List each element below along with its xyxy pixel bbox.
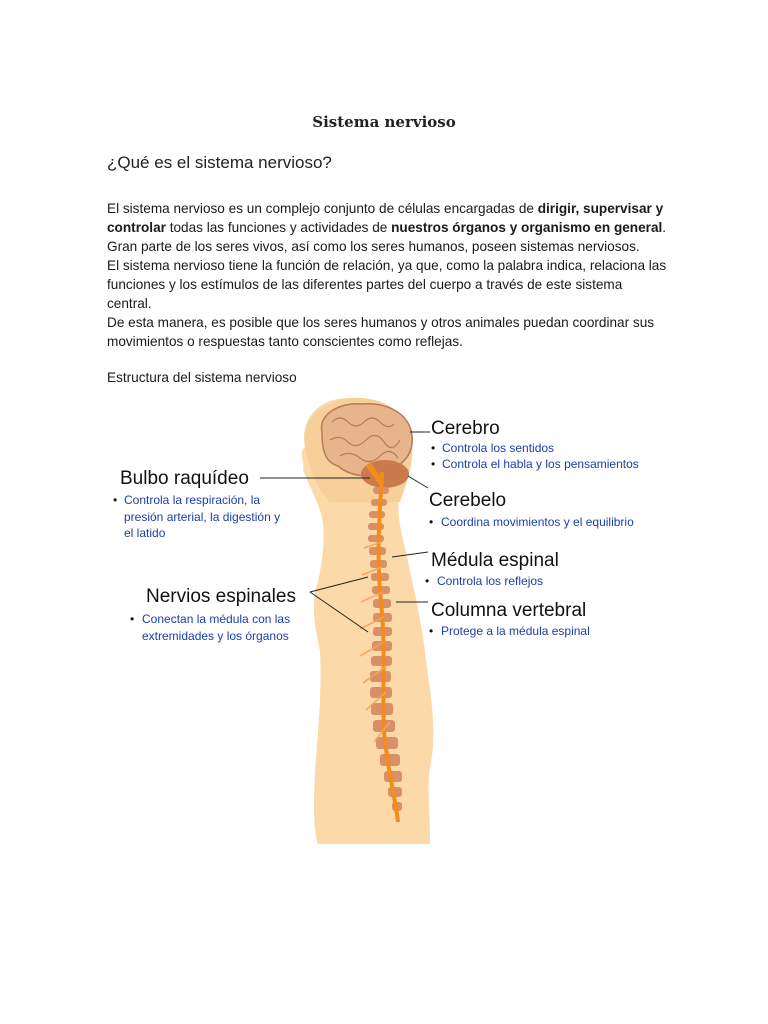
figure-caption: Estructura del sistema nervioso [107,370,297,385]
bulbo-bullet: • [113,493,118,507]
nervous-system-figure [100,392,670,847]
page-title: Sistema nervioso [312,113,456,131]
paragraph-1-part-1: El sistema nervioso es un complejo conjunto de células encargadas de [107,201,538,216]
nervios-bullet: • [130,612,135,626]
columna-item-1: Protege a la médula espinal [441,624,590,638]
paragraph-1-bold-1: dirigir, supervisar y controlar [107,201,664,235]
paragraph-2: Gran parte de los seres vivos, así como los seres humanos, poseen sistemas nerviosos. [107,239,640,254]
medula-title: Médula espinal [431,550,559,571]
medula-bullet: • [425,574,430,588]
bulbo-line-2: presión arterial, la digestión y [124,510,281,524]
paragraph-1-part-3: . [662,220,667,235]
cerebro-bullet-2: • [431,457,436,471]
columna-title: Columna vertebral [431,600,587,621]
cerebelo-item-1: Coordina movimientos y el equilibrio [441,515,634,529]
cerebro-bullet-1: • [431,441,436,455]
bulbo-line-1: Controla la respiración, la [124,493,261,507]
bulbo-title: Bulbo raquídeo [120,468,249,489]
cerebro-title: Cerebro [431,418,500,439]
nervios-line-1: Conectan la médula con las [142,612,291,626]
paragraph-1-part-2: todas las funciones y actividades de [165,220,392,235]
bulbo-line-3: el latido [124,526,166,540]
cerebelo-bullet: • [429,515,434,529]
medula-item-1: Controla los reflejos [437,574,544,588]
nervous-system-diagram [100,392,670,847]
paragraph-1-bold-2: nuestros órganos y organismo en general [391,220,663,235]
columna-bullet: • [429,624,434,638]
cerebro-item-2: Controla el habla y los pensamientos [442,457,639,471]
paragraph-1 [107,199,667,237]
cerebro-item-1: Controla los sentidos [442,441,555,455]
paragraph-3: El sistema nervioso tiene la función de relación, ya que, como la palabra indica, relaciona las funciones y los estímulos de las diferentes partes del cuerpo a través de este sistema central. [107,258,667,311]
nervios-line-2: extremidades y los órganos [142,629,289,643]
body-text [107,199,667,351]
section-heading: ¿Qué es el sistema nervioso? [107,153,332,172]
cerebelo-title: Cerebelo [429,490,507,511]
paragraph-4: De esta manera, es posible que los seres humanos y otros animales puedan coordinar sus movimientos o respuestas tanto conscientes como reflejas. [107,315,655,349]
nervios-title: Nervios espinales [146,586,296,607]
